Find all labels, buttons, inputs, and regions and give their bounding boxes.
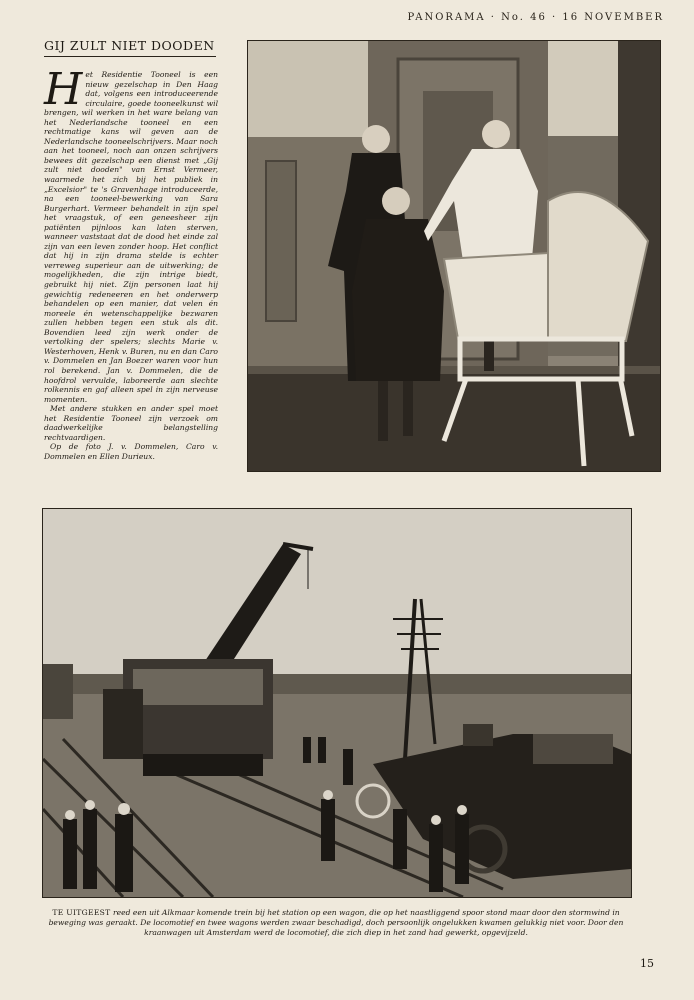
- drop-cap: H: [44, 64, 83, 115]
- article-body: [44, 64, 218, 461]
- running-header: PANORAMA · No. 46 · 16 NOVEMBER: [407, 12, 664, 23]
- article-paragraph-1-text: et Residentie Tooneel is een nieuw gezelschap in Den Haag dat, volgens een introduceerende circulaire, goede tooneelkunst wil brengen, wil werken in het ware belang van het Nederlandsche tooneel en een rechtmatige kans wil geven aan de Nederlandsche tooneelschrijvers. Maar noch aan het tooneel, noch aan onzen schrijvers bewees dit gezelschap een dienst met „Gij zult niet dooden" van Ernst Vermeer, waarmede het zich bij het publiek in „Excelsior" te 's Gravenhage introduceerde, na een tooneel-bewerking van Sara Burgerhart. Vermeer behandelt in zijn spel het vraagstuk, of een geneesheer zijn patiënten pijnloos kan laten sterven, wanneer vaststaat dat de dood het einde zal zijn van een leven zonder hoop. Het conflict dat hij in zijn drama stelde is echter verreweg superieur aan de uitwerking; de mogelijkheden, die zijn intrige biedt, gebruikt hij niet. Zijn personen laat hij gewichtig redeneeren en het onderwerp behandelen op een manier, dat velen én moreele én wetenschappelijke bezwaren zullen hebben tegen een stuk als dit. Bovendien leed zijn werk onder de vertolking der spelers; slechts Marie v. Westerhoven, Henk v. Buren, nu en dan Caro v. Dommelen en Jan Boezer waren voor hun rol berekend. Jan v. Dommelen, die de hoofdrol vervulde, laboreerde aan slechte rolkennis en gaf alleen spel in zijn nerveuse momenten.: [44, 70, 218, 404]
- photo-caption: [42, 908, 630, 938]
- theatre-photo: [247, 40, 661, 472]
- article-title: GIJ ZULT NIET DOODEN: [44, 38, 216, 57]
- photo-note: Op de foto J. v. Dommelen, Caro v. Dommelen en Ellen Durieux.: [44, 442, 218, 461]
- article-paragraph-2: Met andere stukken en ander spel moet het Residentie Tooneel zijn verzoek om daadwerkelijke belangstelling rechtvaardigen.: [44, 404, 218, 442]
- article-paragraph-1: [44, 64, 218, 404]
- page-number: 15: [640, 957, 654, 970]
- theatre-photo-illustration: [248, 41, 660, 471]
- caption-text: reed een uit Alkmaar komende trein bij het station op een wagon, die op het naastliggend spoor stond maar door den stormwind in beweging was geraakt. De locomotief en twee wagons werden zwaar beschadigd, doch persoonlijk ongelukken kwamen gelukkig niet voor. Door den kraanwagen uit Amsterdam werd de locomotief, die zich diep in het zand had gewerkt, opgevijzeld.: [48, 908, 624, 937]
- caption-lead: TE UITGEEST: [52, 908, 111, 917]
- train-accident-illustration: [43, 509, 631, 897]
- train-accident-photo: [42, 508, 632, 898]
